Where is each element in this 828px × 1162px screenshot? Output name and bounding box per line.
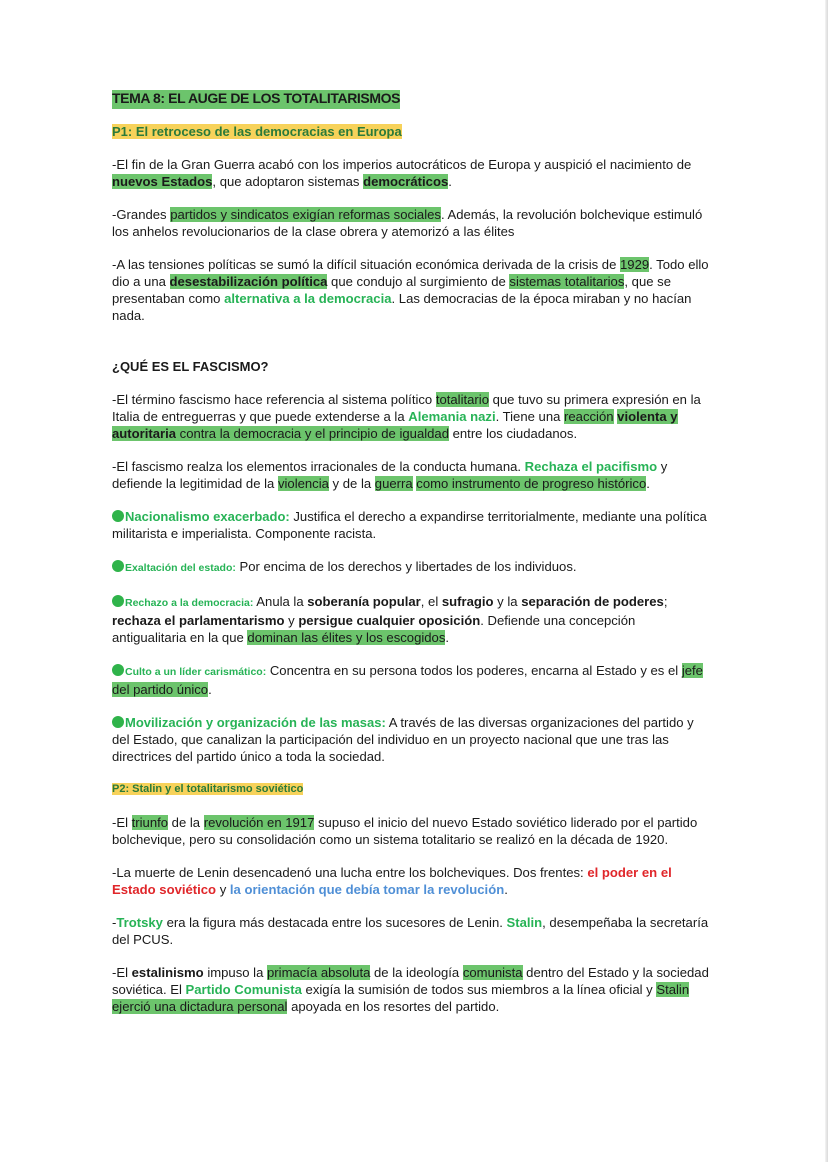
green-bullet-icon [112,595,124,607]
green-bullet-icon [112,510,124,522]
document-body [112,89,712,1031]
section-heading-p1: P1: El retroceso de las democracias en Europa [112,124,402,139]
paragraph-p2-2: -La muerte de Lenin desencadenó una lucha entre los bolcheviques. Dos frentes: el poder en el Estado soviético y la orientación que debía tomar la revolución. [112,865,672,897]
paragraph-fascismo-1: -El término fascismo hace referencia al sistema político totalitario que tuvo su primera expresión en la Italia de entreguerras y que puede extenderse a la Alemania nazi. Tiene una reacción violenta y autoritaria contra la democracia y el principio de igualdad entre los ciudadanos. [112,392,701,441]
section-heading-fascismo: ¿QUÉ ES EL FASCISMO? [112,359,269,374]
feature-culto-lider: Culto a un líder carismático: Concentra en su persona todos los poderes, encarna al Estado y es el jefe del partido único. [112,663,703,697]
page-title: TEMA 8: EL AUGE DE LOS TOTALITARISMOS [112,90,401,106]
paragraph-p1-2: -Grandes partidos y sindicatos exigían reformas sociales. Además, la revolución bolchevique estimuló los anhelos revolucionarios de la clase obrera y atemorizó a las élites [112,207,703,239]
paragraph-p1-1: -El fin de la Gran Guerra acabó con los imperios autocráticos de Europa y auspició el nacimiento de nuevos Estados, que adoptaron sistemas democráticos. [112,157,692,189]
paragraph-p2-1: -El triunfo de la revolución en 1917 supuso el inicio del nuevo Estado soviético liderado por el partido bolchevique, pero su consolidación como un sistema totalitario se realizó en la década de 1920. [112,815,698,847]
feature-movilizacion: Movilización y organización de las masas: A través de las diversas organizaciones del partido y del Estado, que canalizan la participación del individuo en un proyecto nacional que une tras las directrices del partido único a toda la sociedad. [112,715,694,764]
paragraph-p2-3: -Trotsky era la figura más destacada entre los sucesores de Lenin. Stalin, desempeñaba la secretaría del PCUS. [112,915,709,947]
green-bullet-icon [112,560,124,572]
section-heading-p2: P2: Stalin y el totalitarismo soviético [112,783,304,795]
feature-rechazo: Rechazo a la democracia: Anula la soberanía popular, el sufragio y la separación de poderes; rechaza el parlamentarismo y persigue cualquier oposición. Defiende una concepción antigualitaria en la que dominan las élites y los escogidos. [112,594,668,645]
green-bullet-icon [112,664,124,676]
green-bullet-icon [112,716,124,728]
feature-nacionalismo: Nacionalismo exacerbado: Justifica el derecho a expandirse territorialmente, mediante una política militarista e imperialista. Componente racista. [112,509,707,541]
paragraph-p1-3: -A las tensiones políticas se sumó la difícil situación económica derivada de la crisis de 1929. Todo ello dio a una desestabilización política que condujo al surgimiento de sistemas totalitarios, que se presentaban como alternativa a la democracia. Las democracias de la época miraban y no hacían nada. [112,257,709,323]
feature-exaltacion: Exaltación del estado: Por encima de los derechos y libertades de los individuos. [112,558,712,577]
paragraph-fascismo-2: -El fascismo realza los elementos irracionales de la conducta humana. Rechaza el pacifismo y defiende la legitimidad de la violencia y de la guerra como instrumento de progreso histórico. [112,459,668,491]
paragraph-p2-4: -El estalinismo impuso la primacía absoluta de la ideología comunista dentro del Estado y la sociedad soviética. El Partido Comunista exigía la sumisión de todos sus miembros a la línea oficial y Stalin ejerció una dictadura personal apoyada en los resortes del partido. [112,965,709,1014]
